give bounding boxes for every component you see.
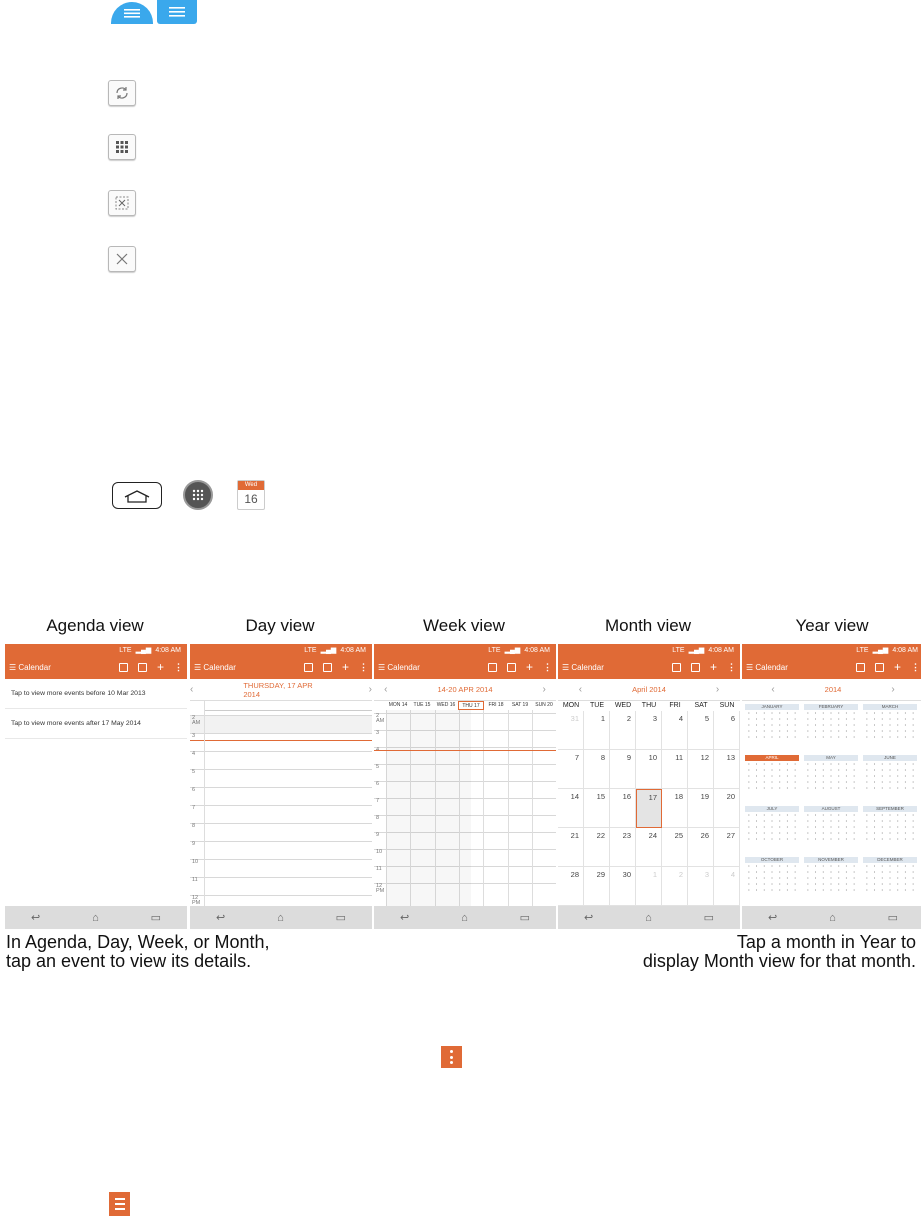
next-icon[interactable]: › (368, 684, 372, 695)
weekday-label: SAT (694, 702, 708, 709)
app-bar (558, 656, 740, 679)
overflow-menu-icon[interactable]: ⋮ (543, 662, 552, 672)
year-month-name: JULY (745, 806, 799, 812)
view-label-agenda: Agenda view (46, 616, 144, 635)
recent-apps-icon[interactable]: ▭ (519, 912, 531, 924)
recent-apps-icon[interactable]: ▭ (335, 912, 347, 924)
month-day-cell[interactable]: 23 (610, 828, 636, 867)
month-day-cell[interactable]: 3 (688, 867, 714, 906)
status-bar: LTE ▂▄▆ 4:08 AM (558, 644, 740, 656)
date-header: ‹ THURSDAY, 17 APR 2014 › (190, 679, 372, 701)
hour-label: 4 (192, 751, 196, 757)
back-icon[interactable]: ↩ (30, 912, 41, 924)
year-month-block[interactable] (804, 806, 858, 861)
home-icon[interactable]: ⌂ (277, 911, 284, 924)
hour-label: 2 AM (376, 713, 385, 724)
year-month-days: • • • • • • • • • • • • • • • • • • • • • • • • • • • • • • • • • • • (807, 864, 855, 893)
app-title[interactable]: ☰ Calendar (378, 663, 420, 672)
hour-row (190, 787, 372, 788)
week-day-header: MON 14 (388, 702, 408, 708)
month-screen (558, 644, 740, 929)
add-event-icon[interactable]: + (893, 660, 901, 674)
month-grid[interactable] (558, 701, 740, 906)
back-icon[interactable]: ↩ (583, 912, 594, 924)
caption-right: Tap a month in Year to display Month view for that month. (642, 932, 916, 971)
week-screen (374, 644, 556, 929)
year-month-days: • • • • • • • • • • • • • • • • • • • • • • • • • • • • • • • • • • • (866, 813, 914, 842)
app-title[interactable]: ☰ Calendar (194, 663, 236, 672)
year-month-block[interactable] (745, 857, 799, 912)
hour-label: 7 (376, 798, 380, 804)
month-day-cell[interactable]: 18 (662, 789, 688, 828)
nav-bar (742, 906, 921, 929)
month-day-cell[interactable]: 12 (688, 750, 714, 789)
year-month-name: OCTOBER (745, 857, 799, 863)
app-title[interactable]: ☰ Calendar (746, 663, 788, 672)
month-day-cell[interactable]: 10 (636, 750, 662, 789)
hour-label: 9 (376, 832, 380, 838)
week-grid[interactable] (374, 701, 556, 906)
month-day-cell[interactable]: 15 (584, 789, 610, 828)
week-day-header: TUE 15 (413, 702, 431, 708)
weekday-label: SUN (719, 702, 735, 709)
hour-label: 12 PM (376, 883, 385, 894)
hour-row (190, 733, 372, 734)
month-day-cell[interactable]: 11 (662, 750, 688, 789)
week-day-header: WED 16 (436, 702, 456, 708)
nav-bar (190, 906, 372, 929)
calendar-icon-date: 16 (244, 492, 258, 506)
back-icon[interactable]: ↩ (215, 912, 226, 924)
weekday-label: TUE (590, 702, 604, 709)
agenda-row[interactable]: Tap to view more events before 10 Mar 2013 (5, 679, 187, 709)
year-month-name: NOVEMBER (804, 857, 858, 863)
weekday-label: THU (641, 702, 657, 709)
month-day-cell[interactable]: 29 (584, 867, 610, 906)
next-icon[interactable]: › (891, 684, 895, 695)
overflow-menu-icon (441, 1046, 462, 1068)
week-day-header: SUN 20 (535, 702, 553, 708)
year-month-name: MAY (804, 755, 858, 761)
week-day-header: THU 17 (458, 701, 484, 710)
calendar-app-icon (237, 480, 265, 510)
month-day-cell[interactable]: 17 (636, 789, 662, 828)
week-day-header: SAT 19 (511, 702, 529, 708)
today-icon[interactable] (138, 663, 147, 672)
month-day-cell[interactable]: 6 (714, 711, 740, 750)
year-month-name: FEBRUARY (804, 704, 858, 710)
view-switch-icon[interactable] (488, 663, 497, 672)
hour-label: 9 (192, 841, 196, 847)
apps-icon (183, 480, 213, 510)
hour-label: 3 (192, 733, 196, 739)
home-icon[interactable]: ⌂ (645, 911, 652, 924)
year-month-name: DECEMBER (863, 857, 917, 863)
view-label-year: Year view (795, 616, 869, 635)
year-grid[interactable] (742, 701, 921, 906)
overflow-menu-icon[interactable]: ⋮ (911, 662, 920, 672)
home-icon[interactable]: ⌂ (461, 911, 468, 924)
year-month-block[interactable] (804, 704, 858, 759)
apps-grid-icon (108, 134, 136, 160)
month-day-cell[interactable]: 2 (610, 711, 636, 750)
recent-apps-icon[interactable]: ▭ (887, 912, 899, 924)
today-icon[interactable] (875, 663, 884, 672)
hour-row (190, 805, 372, 806)
view-label-month: Month view (605, 616, 691, 635)
hour-row (190, 877, 372, 878)
overflow-menu-icon[interactable]: ⋮ (727, 662, 736, 672)
hour-row (190, 841, 372, 842)
year-month-block[interactable] (863, 755, 917, 810)
month-day-cell[interactable]: 22 (584, 828, 610, 867)
year-month-name: SEPTEMBER (863, 806, 917, 812)
year-month-days: • • • • • • • • • • • • • • • • • • • • • • • • • • • • • • • • • • • (748, 711, 796, 740)
day-grid[interactable] (190, 701, 372, 906)
overflow-menu-icon[interactable]: ⋮ (359, 662, 368, 672)
week-day-header: FRI 18 (488, 702, 504, 708)
view-label-day: Day view (245, 616, 315, 635)
view-switch-icon[interactable] (672, 663, 681, 672)
agenda-row[interactable]: Tap to view more events after 17 May 2014 (5, 709, 187, 739)
menu-icon-square (157, 0, 197, 24)
prev-icon[interactable]: ‹ (771, 684, 775, 695)
year-month-block[interactable] (863, 704, 917, 759)
add-event-icon[interactable]: + (156, 660, 164, 674)
add-event-icon[interactable]: + (525, 660, 533, 674)
home-icon[interactable]: ⌂ (92, 911, 99, 924)
month-day-cell[interactable]: 1 (584, 711, 610, 750)
month-day-cell[interactable]: 13 (714, 750, 740, 789)
month-day-cell[interactable]: 4 (714, 867, 740, 906)
next-icon[interactable]: › (542, 684, 546, 695)
year-month-block[interactable] (863, 806, 917, 861)
hour-label: 3 (376, 730, 380, 736)
menu-icon (109, 1192, 130, 1216)
resize-icon (108, 190, 136, 216)
month-day-cell[interactable]: 31 (558, 711, 584, 750)
hour-row (190, 715, 372, 733)
hour-label: 8 (376, 815, 380, 821)
hour-label: 5 (376, 764, 380, 770)
year-month-days: • • • • • • • • • • • • • • • • • • • • • • • • • • • • • • • • • • • (748, 762, 796, 791)
date-header: ‹ April 2014 › (558, 679, 740, 701)
view-switch-icon[interactable] (119, 663, 128, 672)
back-icon[interactable]: ↩ (767, 912, 778, 924)
year-month-block[interactable] (804, 755, 858, 810)
prev-icon[interactable]: ‹ (190, 684, 194, 695)
app-title[interactable]: ☰ Calendar (9, 663, 51, 672)
hour-label: 10 (376, 849, 383, 855)
month-day-cell[interactable]: 5 (688, 711, 714, 750)
day-column-line (483, 710, 484, 906)
month-day-cell[interactable]: 26 (688, 828, 714, 867)
add-event-icon[interactable]: + (709, 660, 717, 674)
view-label-week: Week view (423, 616, 505, 635)
nav-bar (558, 906, 740, 929)
caption-left: In Agenda, Day, Week, or Month, tap an event to view its details. (6, 932, 270, 971)
month-day-cell[interactable]: 16 (610, 789, 636, 828)
close-icon (108, 246, 136, 272)
year-month-days: • • • • • • • • • • • • • • • • • • • • • • • • • • • • • • • • • • • (866, 762, 914, 791)
menu-icon-round (111, 2, 153, 24)
month-day-cell[interactable]: 28 (558, 867, 584, 906)
hour-label: 2 AM (192, 715, 201, 726)
hour-label: 5 (192, 769, 196, 775)
back-icon[interactable]: ↩ (399, 912, 410, 924)
month-day-cell[interactable]: 7 (558, 750, 584, 789)
hour-label: 8 (192, 823, 196, 829)
current-time-line (374, 750, 556, 751)
hour-label: 11 (192, 877, 198, 883)
year-month-block[interactable] (745, 704, 799, 759)
overflow-menu-icon[interactable]: ⋮ (174, 662, 183, 672)
add-event-icon[interactable]: + (341, 660, 349, 674)
year-month-days: • • • • • • • • • • • • • • • • • • • • • • • • • • • • • • • • • • • (807, 762, 855, 791)
nav-bar (5, 906, 187, 929)
day-column-line (532, 710, 533, 906)
recent-apps-icon[interactable]: ▭ (150, 912, 162, 924)
month-day-cell[interactable]: 2 (662, 867, 688, 906)
month-day-cell[interactable]: 1 (636, 867, 662, 906)
year-month-block[interactable] (745, 806, 799, 861)
month-day-cell[interactable]: 14 (558, 789, 584, 828)
agenda-screen (5, 644, 187, 929)
year-month-name: JUNE (863, 755, 917, 761)
prev-icon[interactable]: ‹ (578, 684, 583, 695)
month-day-cell[interactable]: 19 (688, 789, 714, 828)
weekday-label: MON (562, 702, 580, 709)
prev-icon[interactable]: ‹ (384, 684, 388, 695)
month-day-cell[interactable]: 9 (610, 750, 636, 789)
past-days-shade (386, 710, 471, 906)
today-icon[interactable] (323, 663, 332, 672)
year-screen (742, 644, 921, 929)
calendar-icon-day: Wed (238, 481, 264, 490)
month-day-cell[interactable]: 24 (636, 828, 662, 867)
year-month-name: MARCH (863, 704, 917, 710)
hour-label: 10 (192, 859, 199, 865)
hour-row (190, 823, 372, 824)
year-month-days: • • • • • • • • • • • • • • • • • • • • • • • • • • • • • • • • • • • (748, 864, 796, 893)
app-bar (190, 656, 372, 679)
day-screen (190, 644, 372, 929)
hour-label: 6 (376, 781, 380, 787)
year-month-name: AUGUST (804, 806, 858, 812)
hour-row (190, 751, 372, 752)
nav-bar (374, 906, 556, 929)
year-month-days: • • • • • • • • • • • • • • • • • • • • • • • • • • • • • • • • • • • (748, 813, 796, 842)
year-month-days: • • • • • • • • • • • • • • • • • • • • • • • • • • • • • • • • • • • (807, 711, 855, 740)
app-bar (742, 656, 921, 679)
today-icon[interactable] (691, 663, 700, 672)
view-switch-icon[interactable] (856, 663, 865, 672)
hour-row (190, 895, 372, 896)
date-header: ‹ 14-20 APR 2014 › (374, 679, 556, 701)
today-icon[interactable] (507, 663, 516, 672)
year-month-name: JANUARY (745, 704, 799, 710)
status-bar: LTE ▂▄▆ 4:08 AM (374, 644, 556, 656)
status-bar: LTE ▂▄▆ 4:08 AM (190, 644, 372, 656)
weekday-label: FRI (669, 702, 681, 709)
hour-row (190, 859, 372, 860)
home-icon[interactable]: ⌂ (829, 911, 836, 924)
app-bar (374, 656, 556, 679)
day-column-line (508, 710, 509, 906)
sync-icon (108, 80, 136, 106)
month-day-cell[interactable]: 3 (636, 711, 662, 750)
year-month-block[interactable] (804, 857, 858, 912)
hour-label: 12 PM (192, 895, 201, 906)
month-day-cell[interactable]: 20 (714, 789, 740, 828)
month-day-cell[interactable]: 8 (584, 750, 610, 789)
month-day-cell[interactable]: 4 (662, 711, 688, 750)
hour-row (190, 769, 372, 770)
year-month-block[interactable] (863, 857, 917, 912)
hour-label: 7 (192, 805, 196, 811)
app-title[interactable]: ☰ Calendar (562, 663, 604, 672)
recent-apps-icon[interactable]: ▭ (703, 912, 715, 924)
status-bar: LTE ▂▄▆ 4:08 AM (742, 644, 921, 656)
date-header: ‹ 2014 › (742, 679, 921, 701)
month-day-cell[interactable]: 21 (558, 828, 584, 867)
year-month-name: APRIL (745, 755, 799, 761)
month-day-cell[interactable]: 30 (610, 867, 636, 906)
year-month-block[interactable] (745, 755, 799, 810)
year-month-days: • • • • • • • • • • • • • • • • • • • • • • • • • • • • • • • • • • • (866, 711, 914, 740)
status-bar: LTE ▂▄▆ 4:08 AM (5, 644, 187, 656)
month-day-cell[interactable]: 25 (662, 828, 688, 867)
app-bar (5, 656, 187, 679)
hour-label: 6 (192, 787, 196, 793)
next-icon[interactable]: › (715, 684, 720, 695)
home-key-icon (112, 482, 162, 509)
month-day-cell[interactable]: 27 (714, 828, 740, 867)
weekday-label: WED (614, 702, 632, 709)
view-switch-icon[interactable] (304, 663, 313, 672)
year-month-days: • • • • • • • • • • • • • • • • • • • • • • • • • • • • • • • • • • • (807, 813, 855, 842)
current-time-line (190, 740, 372, 741)
hour-label: 11 (376, 866, 382, 872)
year-month-days: • • • • • • • • • • • • • • • • • • • • • • • • • • • • • • • • • • • (866, 864, 914, 893)
